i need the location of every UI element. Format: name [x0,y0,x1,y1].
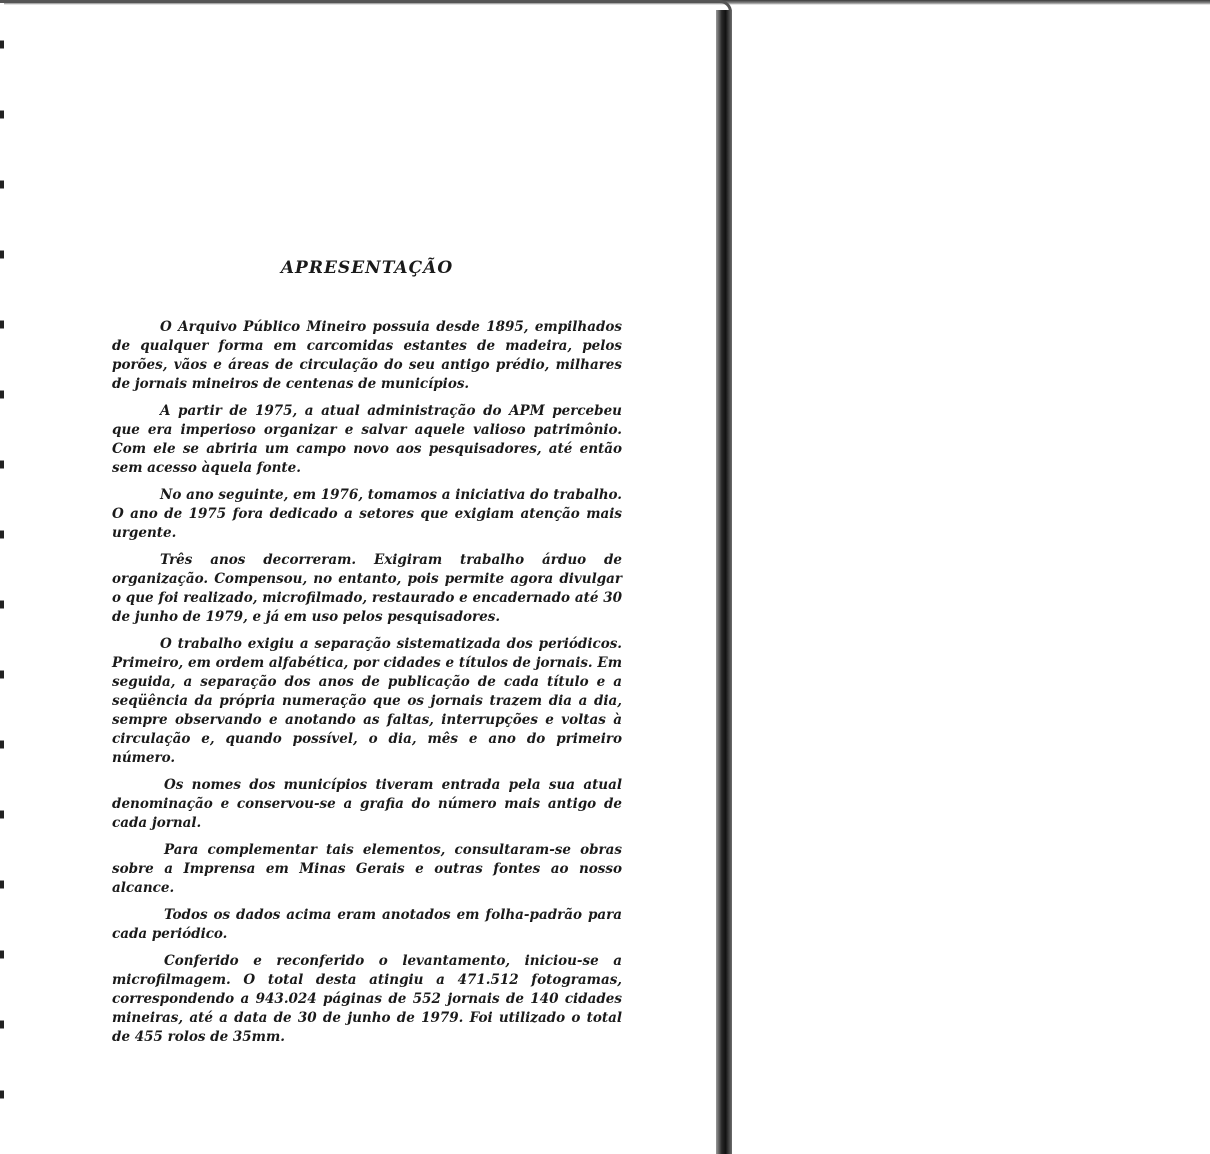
paragraph-2: A partir de 1975, a atual administração do APM percebeu que era imperioso organizar e salvar aquele valioso patrimônio. Com ele se abriria um campo novo aos pesquisadores, até então sem acesso àquela fonte. [112,403,622,476]
paragraph-7: Para complementar tais elementos, consultaram-se obras sobre a Imprensa em Minas Gerais e outras fontes ao nosso alcance. [112,842,622,896]
paragraph-5: O trabalho exigiu a separação sistematizada dos periódicos. Primeiro, em ordem alfabética, por cidades e títulos de jornais. Em seguida, a separação dos anos de publicação de cada título e a seqüência da própria numeração que os jornais trazem dia a dia, sempre observando e anotando as faltas, interrupções e voltas à circulação e, quando possível, o dia, mês e ano do primeiro número. [112,636,622,766]
paragraph-3: No ano seguinte, em 1976, tomamos a iniciativa do trabalho. O ano de 1975 fora dedicado a setores que exigiam atenção mais urgente. [112,487,622,541]
paragraph-8: Todos os dados acima eram anotados em folha-padrão para cada periódico. [112,907,622,942]
paragraph-6: Os nomes dos municípios tiveram entrada pela sua atual denominação e conservou-se a grafia do número mais antigo de cada jornal. [112,777,622,831]
paragraph-4: Três anos decorreram. Exigiram trabalho árduo de organização. Compensou, no entanto, pois permite agora divulgar o que foi realizado, microfilmado, restaurado e encadernado até 30 de junho de 1979, e já em uso pelos pesquisadores. [112,552,622,625]
scan-left-edge [0,0,4,1154]
document-body [112,258,622,1055]
blank-facing-page [732,5,1210,1154]
page-corner [0,0,732,12]
page-title: APRESENTAÇÃO [280,258,454,278]
book-spine [716,10,732,1154]
paragraph-9: Conferido e reconferido o levantamento, iniciou-se a microfilmagem. O total desta atingiu a 471.512 fotogramas, correspondendo a 943.024 páginas de 552 jornais de 140 cidades mineiras, até a data de 30 de junho de 1979. Foi utilizado o total de 455 rolos de 35mm. [112,953,622,1045]
paragraph-1: O Arquivo Público Mineiro possuia desde 1895, empilhados de qualquer forma em carcomidas estantes de madeira, pelos porões, vãos e áreas de circulação do seu antigo prédio, milhares de jornais mineiros de centenas de municípios. [112,319,622,392]
